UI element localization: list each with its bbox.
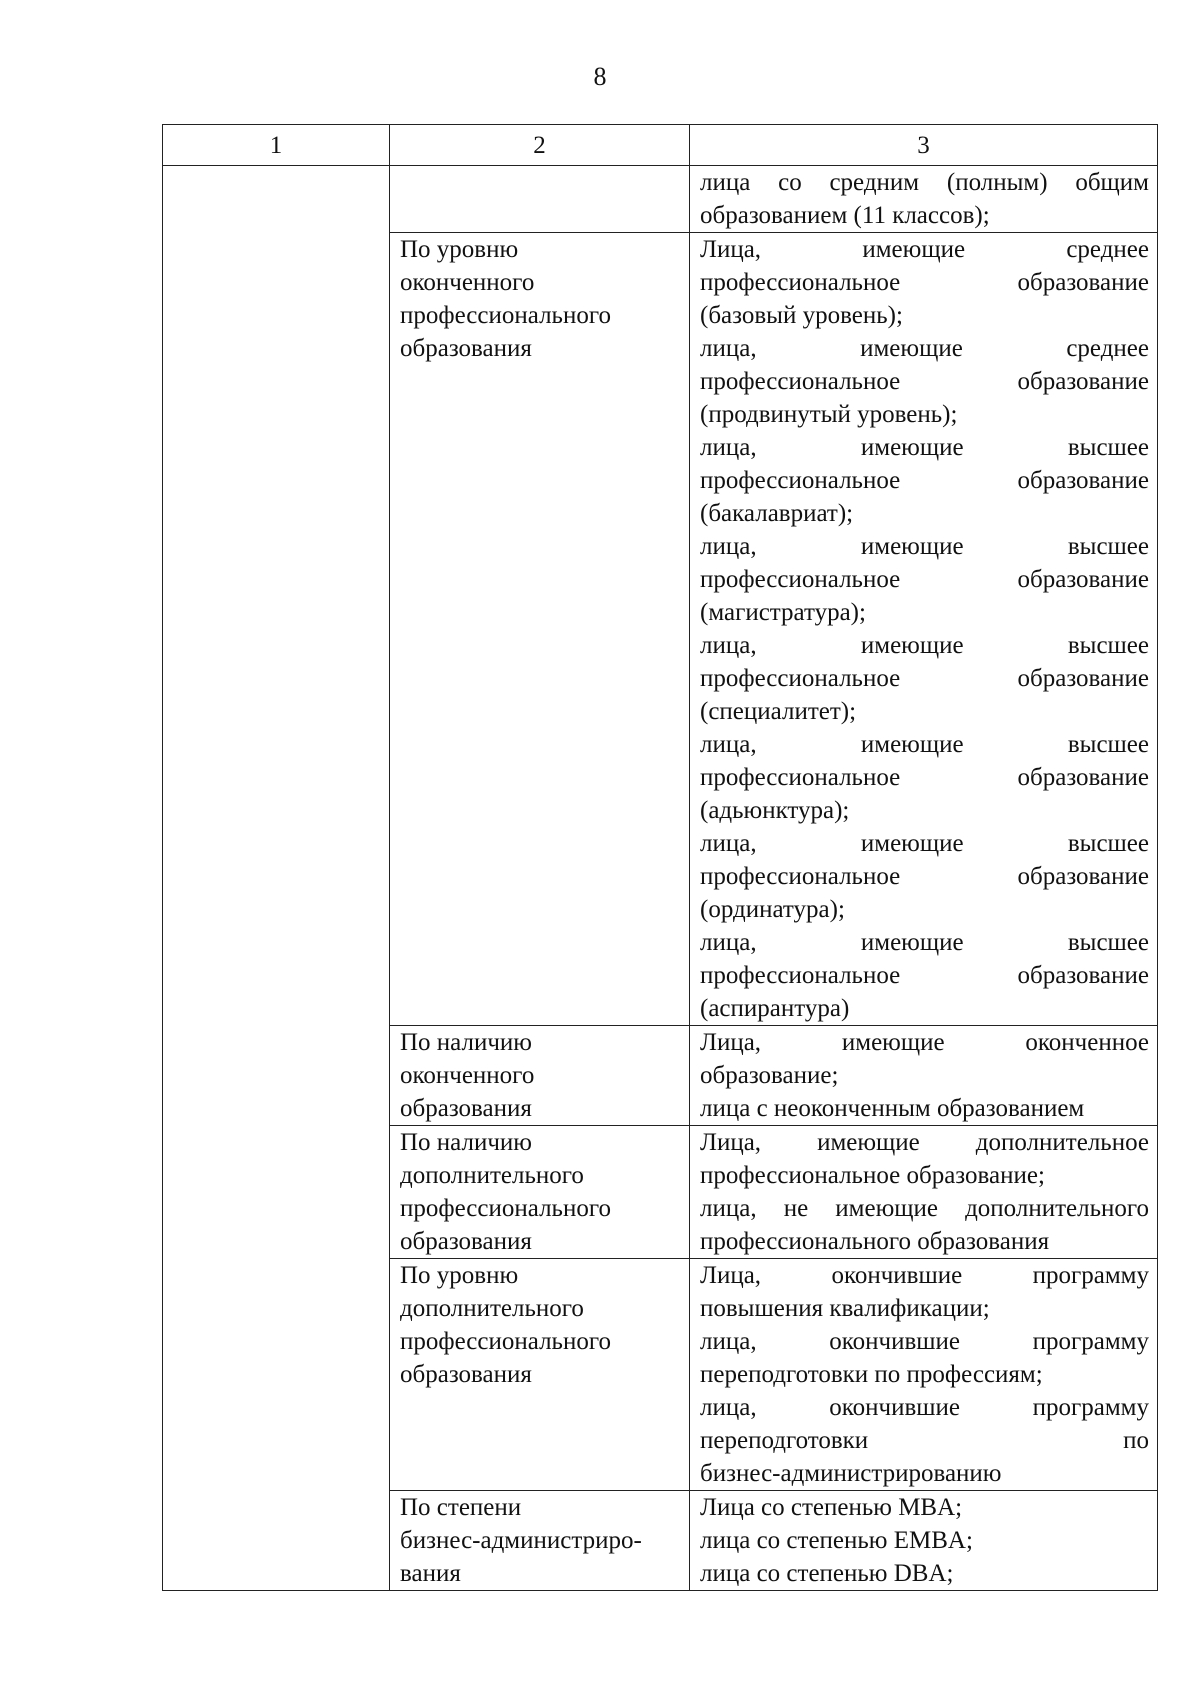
- value-line: профессиональное образование: [700, 467, 1149, 494]
- value-line: профессиональное образование: [700, 764, 1149, 791]
- criterion-cell: [390, 1259, 690, 1491]
- value-line: лица, имеющие среднее: [700, 335, 1149, 362]
- value-line: (ординатура);: [700, 896, 845, 923]
- criterion-cell: [390, 1026, 690, 1126]
- criterion-line: оконченного: [400, 1062, 535, 1089]
- value-line: профессиональное образование: [700, 368, 1149, 395]
- criterion-line: оконченного: [400, 269, 535, 296]
- criterion-line: По наличию: [400, 1129, 532, 1156]
- criterion-cell: [390, 1491, 690, 1591]
- criterion-line: образования: [400, 335, 532, 362]
- value-line: лица с неоконченным образованием: [700, 1095, 1085, 1122]
- criterion-cell: [390, 166, 690, 233]
- value-line: (аспирантура): [700, 995, 850, 1022]
- value-line: Лица, имеющие среднее: [700, 236, 1149, 263]
- criterion-line: По уровню: [400, 1262, 519, 1289]
- value-line: Лица, имеющие дополнительное: [700, 1129, 1149, 1156]
- value-line: повышения квалификации;: [700, 1295, 990, 1322]
- value-line: лица, окончившие программу: [700, 1328, 1149, 1355]
- value-line: лица, имеющие высшее: [700, 929, 1149, 956]
- value-line: профессиональное образование: [700, 863, 1149, 890]
- table-row: [163, 166, 1158, 233]
- criterion-line: образования: [400, 1361, 532, 1388]
- criterion-line: По наличию: [400, 1029, 532, 1056]
- value-line: (продвинутый уровень);: [700, 401, 958, 428]
- values-cell: [690, 1259, 1158, 1491]
- col1-cell: [163, 166, 390, 1591]
- value-line: лица со степенью DBA;: [700, 1560, 954, 1587]
- value-line: лица со средним (полным) общим: [700, 169, 1149, 196]
- criterion-line: образования: [400, 1228, 532, 1255]
- header-col-1: 1: [163, 125, 390, 166]
- value-line: Лица, имеющие оконченное: [700, 1029, 1149, 1056]
- value-line: профессиональное образование: [700, 962, 1149, 989]
- header-col-3: 3: [690, 125, 1158, 166]
- value-line: лица, имеющие высшее: [700, 434, 1149, 461]
- value-line: (бакалавриат);: [700, 500, 854, 527]
- value-line: переподготовки по: [700, 1427, 1149, 1454]
- value-line: (адьюнктура);: [700, 797, 850, 824]
- value-line: лица, окончившие программу: [700, 1394, 1149, 1421]
- value-line: Лица со степенью MBA;: [700, 1494, 963, 1521]
- value-line: Лица, окончившие программу: [700, 1262, 1149, 1289]
- values-cell: [690, 1491, 1158, 1591]
- classification-table: [162, 124, 1158, 1591]
- value-line: профессиональное образование: [700, 269, 1149, 296]
- values-cell: [690, 1026, 1158, 1126]
- page-number: 8: [593, 62, 607, 91]
- criterion-line: образования: [400, 1095, 532, 1122]
- value-line: лица, имеющие высшее: [700, 830, 1149, 857]
- value-line: лица, имеющие высшее: [700, 731, 1149, 758]
- criterion-line: профессионального: [400, 1195, 611, 1222]
- value-line: профессиональное образование: [700, 665, 1149, 692]
- header-col-2: 2: [390, 125, 690, 166]
- value-line: бизнес-администрированию: [700, 1460, 1002, 1487]
- value-line: переподготовки по профессиям;: [700, 1361, 1043, 1388]
- criterion-line: дополнительного: [400, 1162, 584, 1189]
- value-line: образование;: [700, 1062, 839, 1089]
- criterion-line: профессионального: [400, 1328, 611, 1355]
- table-header-row: [163, 125, 1158, 166]
- value-line: образованием (11 классов);: [700, 202, 990, 229]
- value-line: лица, имеющие высшее: [700, 632, 1149, 659]
- criterion-line: По степени: [400, 1494, 522, 1521]
- value-line: профессиональное образование;: [700, 1162, 1045, 1189]
- value-line: (магистратура);: [700, 599, 866, 626]
- values-cell: [690, 1126, 1158, 1259]
- criterion-line: профессионального: [400, 302, 611, 329]
- criterion-line: вания: [400, 1560, 461, 1587]
- criterion-line: По уровню: [400, 236, 519, 263]
- criterion-line: дополнительного: [400, 1295, 584, 1322]
- value-line: профессионального образования: [700, 1228, 1050, 1255]
- value-line: (специалитет);: [700, 698, 857, 725]
- value-line: (базовый уровень);: [700, 302, 903, 329]
- criterion-cell: [390, 1126, 690, 1259]
- value-line: лица, не имеющие дополнительного: [700, 1195, 1149, 1222]
- value-line: лица, имеющие высшее: [700, 533, 1149, 560]
- criterion-cell: [390, 233, 690, 1026]
- values-cell: [690, 233, 1158, 1026]
- criterion-line: бизнес-администриро-: [400, 1527, 642, 1554]
- value-line: профессиональное образование: [700, 566, 1149, 593]
- value-line: лица со степенью EMBA;: [700, 1527, 973, 1554]
- values-cell: [690, 166, 1158, 233]
